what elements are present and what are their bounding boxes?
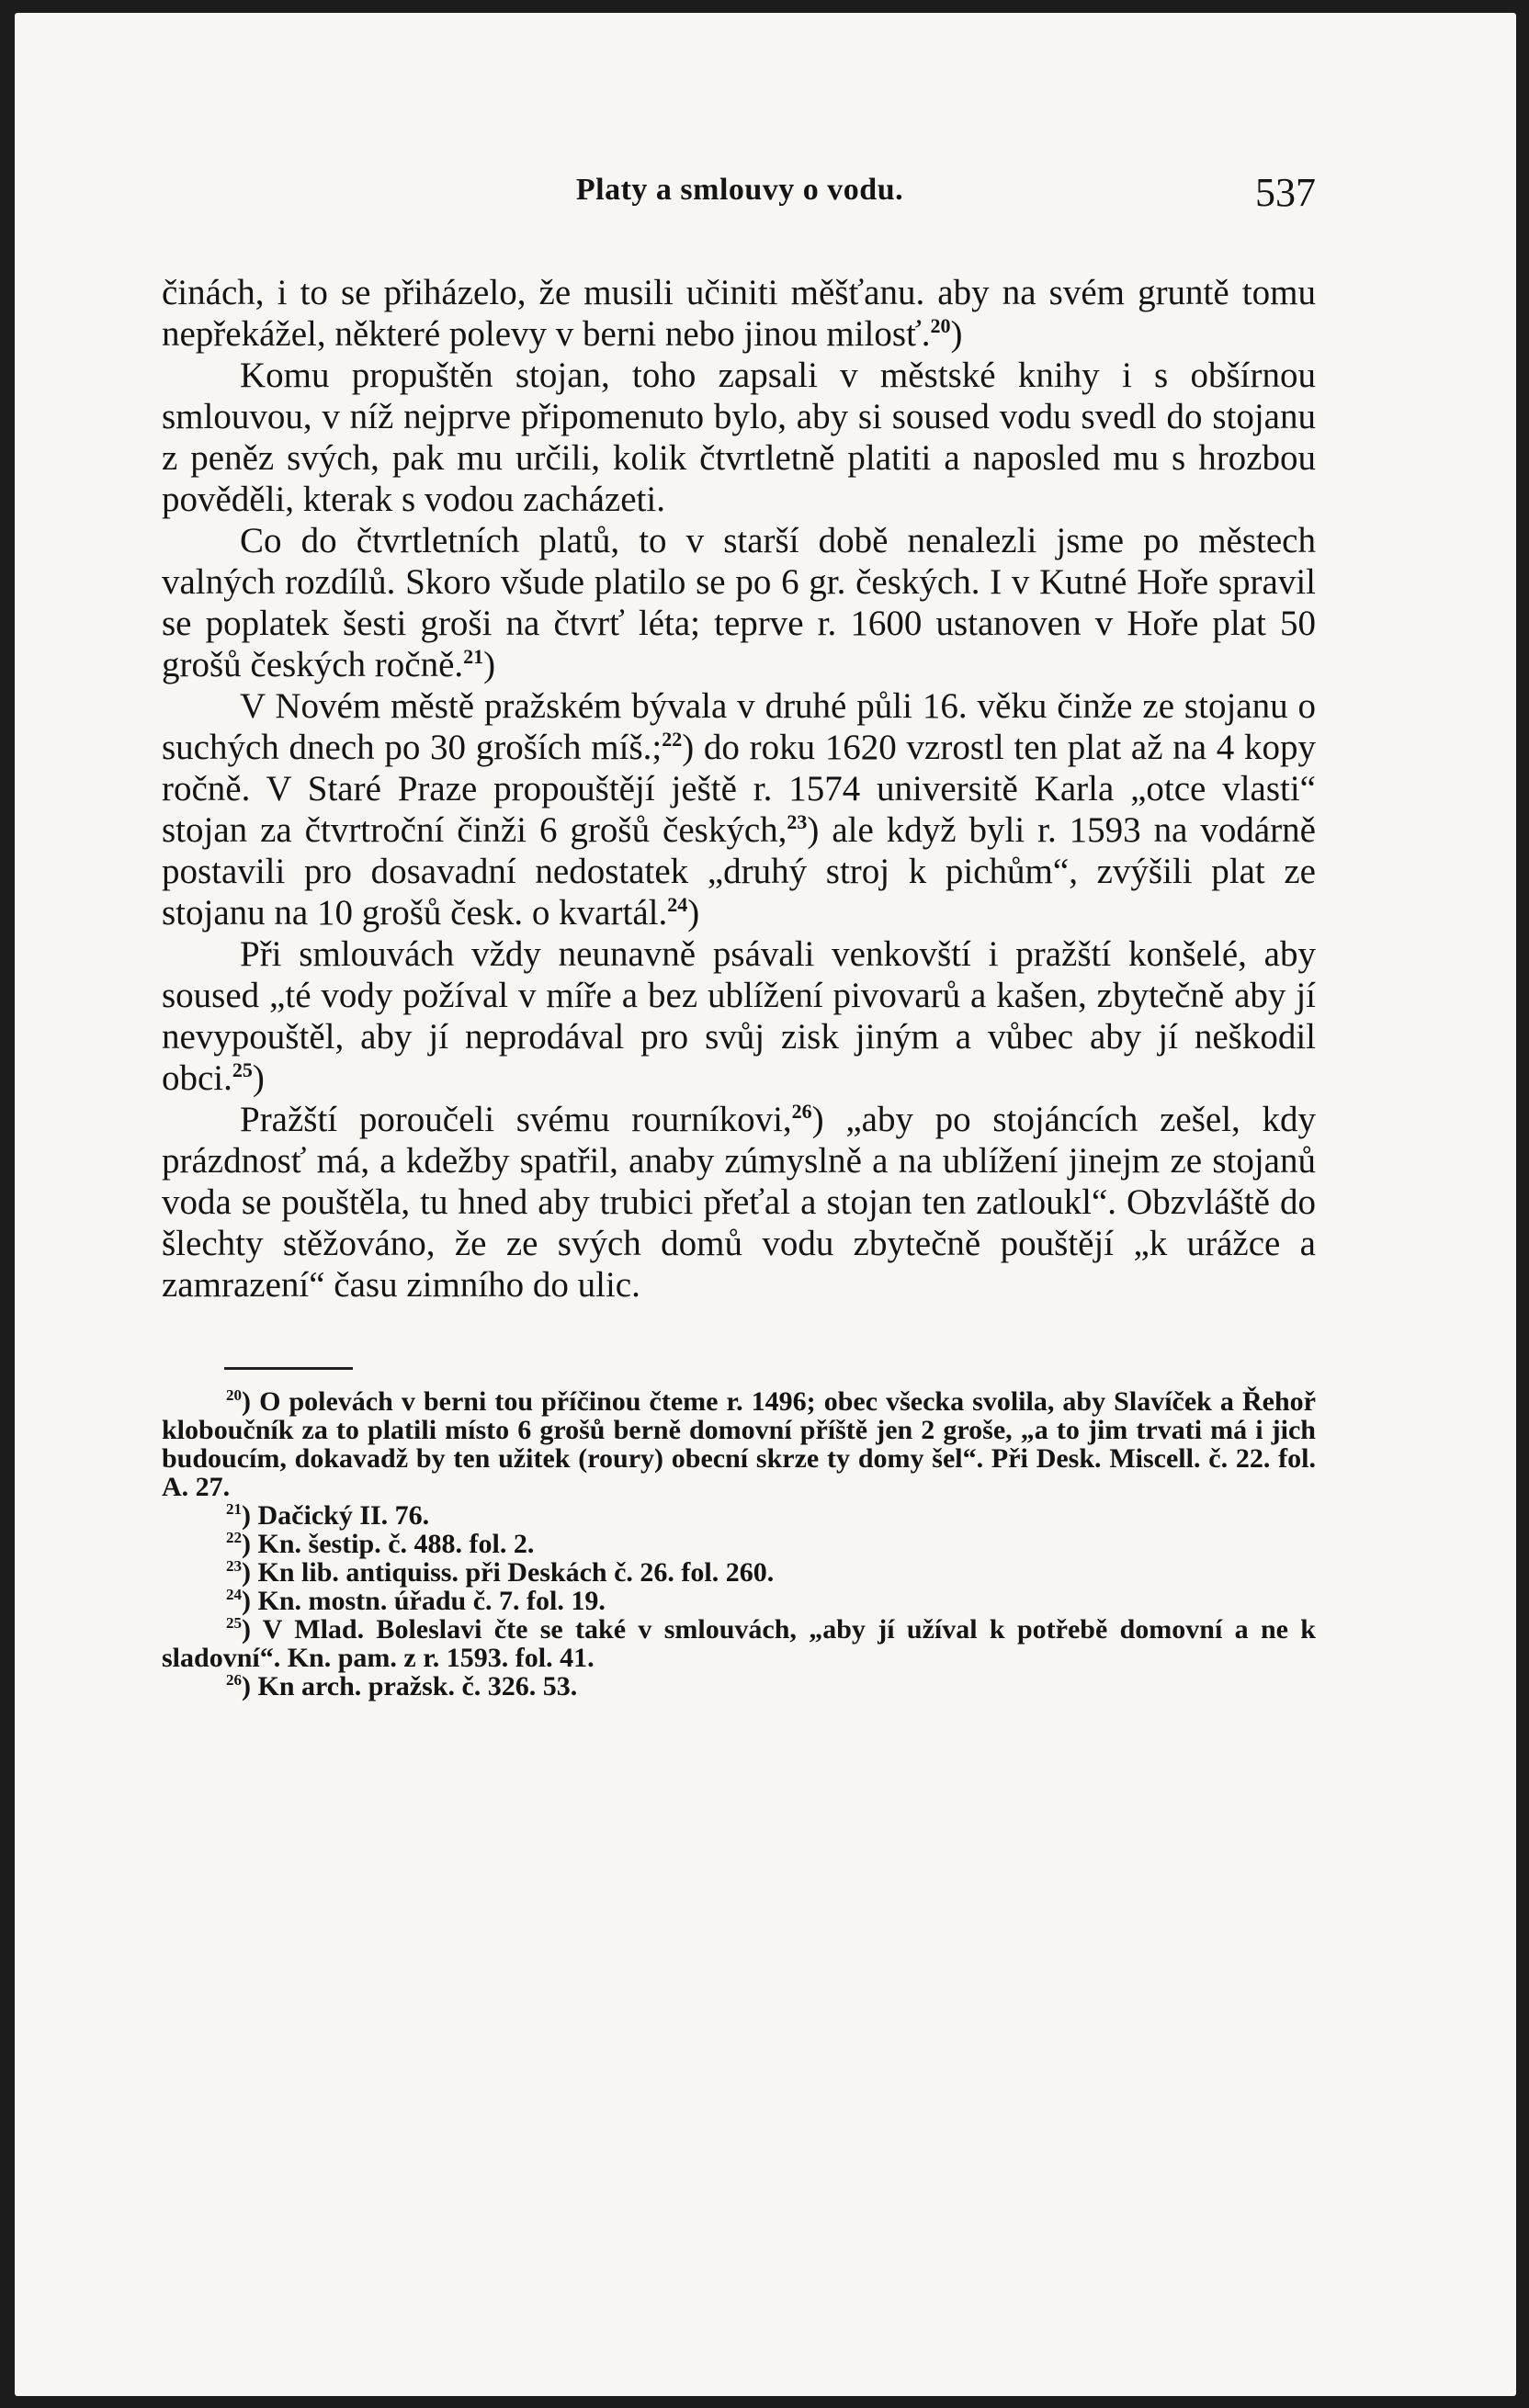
footnote-text: Kn lib. antiquiss. při Deskách č. 26. fol. 260.	[257, 1557, 775, 1588]
footnote-number: 26	[226, 1671, 242, 1689]
paragraph	[162, 355, 1316, 520]
paragraph-text: V Novém městě pražském bývala v druhé půli 16. věku činže ze stojanu o suchých dnech po 30 groších míš.;	[162, 686, 1316, 767]
paragraph: V Novém městě pražském bývala v druhé půli 16. věku činže ze stojanu o suchých dnech po 30 groších míš.;$^{22}$) do roku 1620 vzrostl ten plat až na 4 kopy ročně. V Staré Praze propouštějí ještě r. 1574 universitě Karla „otce vlasti“ stojan za čtvrtroční činži 6 grošů českých,$^{23}$) ale když byli r. 1593 na vodárně postavili pro dosavadní nedostatek „druhý stroj k pichům“, zvýšili plat ze stojanu na 10 grošů česk. o kvartál.$^{24}$)	[162, 686, 1316, 933]
footnote-number: 21	[226, 1500, 242, 1518]
footnote: $^{26}$) Kn arch. pražsk. č. 326. 53.	[226, 1671, 578, 1701]
footnote: $^{24}$) Kn. mostn. úřadu č. 7. fol. 19.	[226, 1586, 606, 1616]
footnote-ref: 25	[232, 1058, 253, 1081]
book-page	[15, 13, 1516, 2396]
footnote-ref: 21	[463, 645, 484, 668]
page-header	[164, 169, 1316, 224]
footnote-number: 22	[226, 1529, 242, 1546]
footnote-text: V Mlad. Boleslavi čte se také v smlouvách, „aby jí užíval k potřebě domovní a ne k sladovní“. Kn. pam. z r. 1593. fol. 41.	[162, 1614, 1316, 1673]
paragraph-text: ale když byli r. 1593 na vodárně postavili pro dosavadní nedostatek „druhý stroj k pichům“, zvýšili plat ze stojanu na 10 grošů česk. o kvartál.	[162, 810, 1316, 933]
paragraph-text: Komu propuštěn stojan, toho zapsali v městské knihy i s obšírnou smlouvou, v níž nejprve připomenuto bylo, aby si soused vodu svedl do stojanu z peněz svých, pak mu určili, kolik čtvrtletně platiti a naposled mu s hrozbou pověděli, kterak s vodou zacházeti.	[162, 356, 1316, 519]
footnotes	[162, 1387, 1316, 1701]
paragraph-text: Pražští poroučeli svému rourníkovi,	[240, 1100, 792, 1139]
footnote-ref: 20	[930, 314, 951, 337]
footnote-ref: 26	[791, 1100, 812, 1123]
footnote-text: Kn arch. pražsk. č. 326. 53.	[257, 1671, 578, 1701]
footnote-ref: 22	[662, 728, 683, 751]
footnote: $^{23}$) Kn lib. antiquiss. při Deskách č. 26. fol. 260.	[226, 1557, 775, 1588]
paragraph-text: činách, i to se přiházelo, že musili učiniti měšťanu. aby na svém gruntě tomu nepřekážel, některé polevy v berni nebo jinou milosť.	[162, 273, 1316, 354]
footnote: $^{22}$) Kn. šestip. č. 488. fol. 2.	[226, 1529, 535, 1559]
footnote: $^{21}$) Dačický II. 76.	[226, 1500, 430, 1531]
footnote: $^{20}$) O polevách v berni tou příčinou čteme r. 1496; obec všecka svolila, aby Slavíček a Řehoř kloboučník za to platili místo 6 grošů berně domovní příště jen 2 groše, „a to jim trvati má i jich budoucím, dokavadž by ten užitek (roury) obecní skrze ty domy šel“. Při Desk. Miscell. č. 22. fol. A. 27.	[162, 1386, 1316, 1502]
page-number: 537	[1255, 170, 1316, 215]
paragraph: Co do čtvrtletních platů, to v starší době nenalezli jsme po městech valných rozdílů. Skoro všude platilo se po 6 gr. českých. I v Kutné Hoře spravil se poplatek šesti groši na čtvrť léta; teprve r. 1600 ustanoven v Hoře plat 50 grošů českých ročně.$^{21}$)	[162, 521, 1316, 684]
footnote-ref: 24	[667, 893, 688, 916]
paragraph-text: Co do čtvrtletních platů, to v starší době nenalezli jsme po městech valných rozdílů. Skoro všude platilo se po 6 gr. českých. I v Kutné Hoře spravil se poplatek šesti groši na čtvrť léta; teprve r. 1600 ustanoven v Hoře plat 50 grošů českých ročně.	[162, 521, 1316, 684]
footnote-number: 20	[226, 1386, 242, 1404]
paragraph: činách, i to se přiházelo, že musili učiniti měšťanu. aby na svém gruntě tomu nepřekážel, některé polevy v berni nebo jinou milosť.$^{20}$)	[162, 273, 1316, 354]
paragraph-text: Při smlouvách vždy neunavně psávali venkovští i pražští konšelé, aby soused „té vody požíval v míře a bez ublížení pivovarů a kašen, zbytečně aby jí nevypouštěl, aby jí neprodával pro svůj zisk jiným a vůbec aby jí neškodil obci.	[162, 934, 1316, 1098]
footnote-text: O polevách v berni tou příčinou čteme r. 1496; obec všecka svolila, aby Slavíček a Řehoř kloboučník za to platili místo 6 grošů berně domovní příště jen 2 groše, „a to jim trvati má i jich budoucím, dokavadž by ten užitek (roury) obecní skrze ty domy šel“. Při Desk. Miscell. č. 22. fol. A. 27.	[162, 1386, 1316, 1502]
footnote-divider	[224, 1367, 353, 1370]
paragraph-text: „aby po stojáncích zešel, kdy prázdnosť má, a kdežby spatřil, anaby zúmyslně a na ublížení jinejm ze stojanů voda se pouštěla, tu hned aby trubici přeťal a stojan ten zatloukl“. Obzvláště do šlechty stěžováno, že ze svých domů vodu zbytečně pouštějí „k urážce a zamrazení“ času zimního do ulic.	[162, 1100, 1316, 1305]
paragraph: Pražští poroučeli svému rourníkovi,$^{26}$) „aby po stojáncích zešel, kdy prázdnosť má, a kdežby spatřil, anaby zúmyslně a na ublížení jinejm ze stojanů voda se pouštěla, tu hned aby trubici přeťal a stojan ten zatloukl“. Obzvláště do šlechty stěžováno, že ze svých domů vodu zbytečně pouštějí „k urážce a zamrazení“ času zimního do ulic.	[162, 1100, 1316, 1305]
footnote-text: Kn. mostn. úřadu č. 7. fol. 19.	[257, 1586, 606, 1616]
footnote-text: Dačický II. 76.	[257, 1500, 430, 1531]
running-title: Platy a smlouvy o vodu.	[575, 173, 904, 207]
footnote-number: 25	[226, 1614, 242, 1632]
footnote-text: Kn. šestip. č. 488. fol. 2.	[257, 1529, 535, 1559]
footnote-number: 24	[226, 1586, 242, 1603]
main-text	[162, 272, 1316, 1306]
paragraph: Při smlouvách vždy neunavně psávali venkovští i pražští konšelé, aby soused „té vody požíval v míře a bez ublížení pivovarů a kašen, zbytečně aby jí nevypouštěl, aby jí neprodával pro svůj zisk jiným a vůbec aby jí neškodil obci.$^{25}$)	[162, 934, 1316, 1098]
footnote-number: 23	[226, 1557, 242, 1575]
footnote-ref: 23	[787, 810, 808, 833]
paragraph-text: do roku 1620 vzrostl ten plat až na 4 kopy ročně. V Staré Praze propouštějí ještě r. 1574 universitě Karla „otce vlasti“ stojan za čtvrtroční činži 6 grošů českých,	[162, 728, 1316, 850]
footnote: $^{25}$) V Mlad. Boleslavi čte se také v smlouvách, „aby jí užíval k potřebě domovní a ne k sladovní“. Kn. pam. z r. 1593. fol. 41.	[162, 1614, 1316, 1673]
